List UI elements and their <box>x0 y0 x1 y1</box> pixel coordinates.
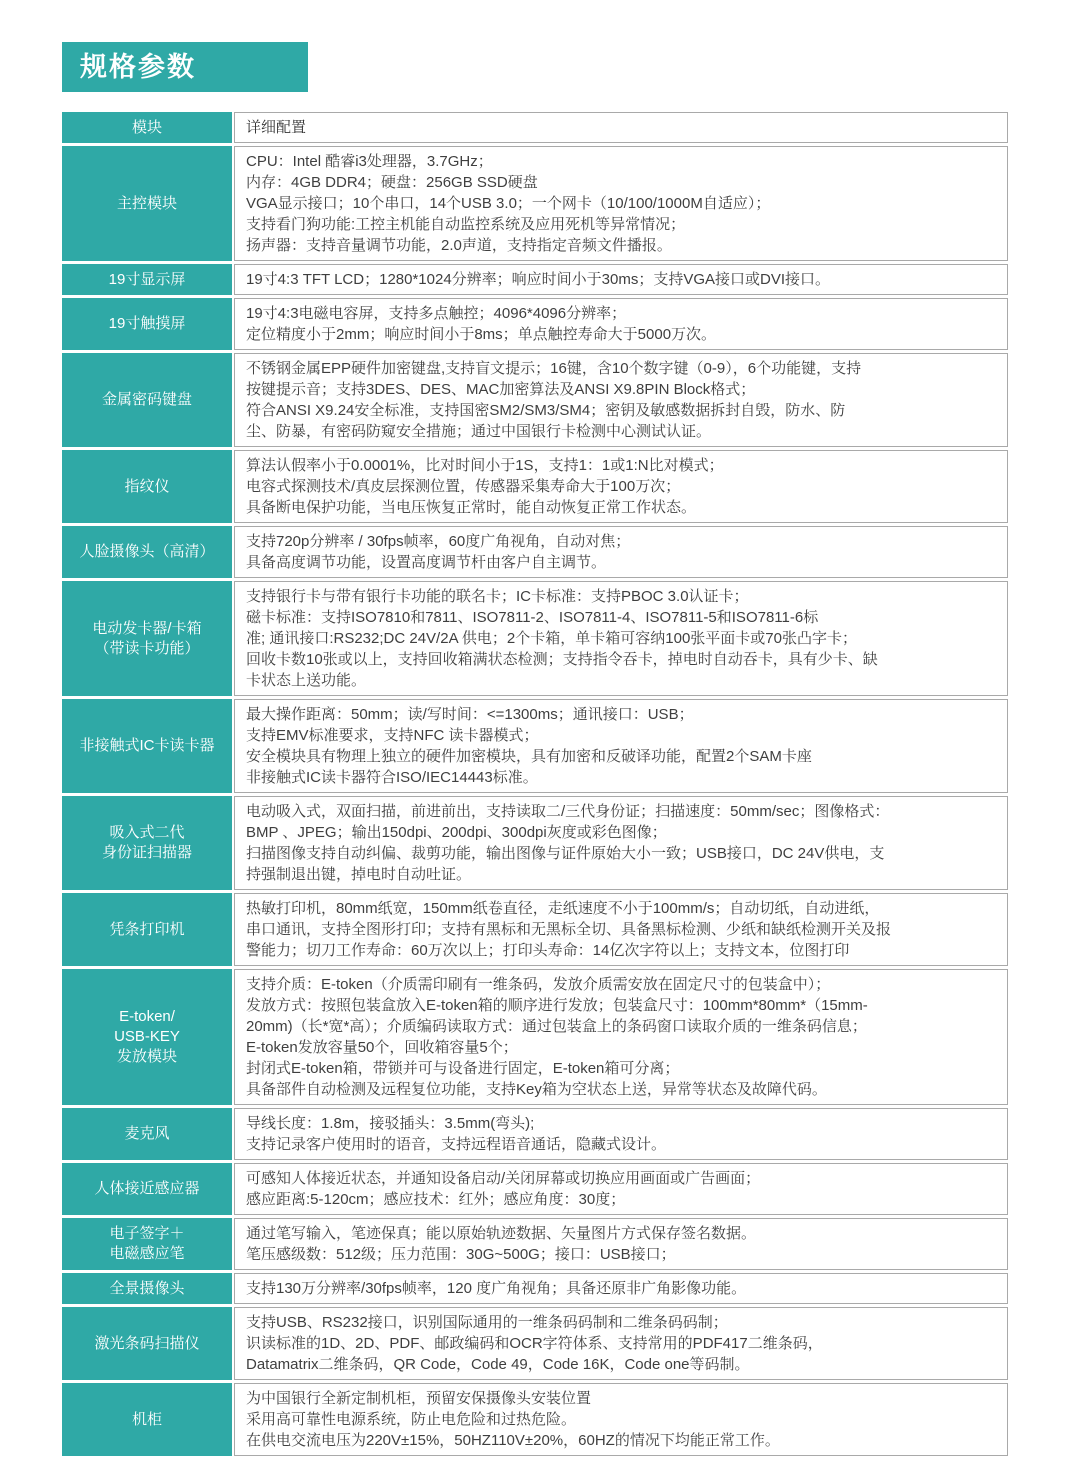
table-row <box>62 146 1008 261</box>
config-line: 20mm)（长*宽*高）；介质编码读取方式：通过包装盒上的条码窗口读取介质的一维条码信息； <box>246 1018 867 1035</box>
config-line: 热敏打印机，80mm纸宽，150mm纸卷直径，走纸速度不小于100mm/s；自动切纸，自动进纸， <box>246 900 880 917</box>
config-line: 在供电交流电压为220V±15%，50HZ110V±20%，60HZ的情况下均能正常工作。 <box>246 1432 780 1449</box>
config-line: 支持记录客户使用时的语音，支持远程语音通话，隐藏式设计。 <box>246 1136 667 1153</box>
module-label-line: 电子签字＋ <box>109 1225 185 1242</box>
config-cell <box>234 796 1008 890</box>
config-line: 算法认假率小于0.0001%，比对时间小于1S，支持1：1或1:N比对模式； <box>246 457 724 474</box>
module-cell <box>62 353 232 447</box>
module-label-line: 麦克风 <box>124 1125 170 1142</box>
module-label-line: 19寸显示屏 <box>108 270 186 288</box>
module-cell <box>62 969 232 1105</box>
module-cell <box>62 298 232 350</box>
table-row <box>62 893 1008 966</box>
config-line: 支持130万分辨率/30fps帧率，120 度广角视角；具备还原非广角影像功能。 <box>246 1280 747 1297</box>
module-label-line: 金属密码键盘 <box>101 391 192 408</box>
module-cell <box>62 450 232 523</box>
module-cell <box>62 1218 232 1270</box>
config-cell <box>234 893 1008 966</box>
config-line: 串口通讯，支持全图形打印；支持有黑标和无黑标全切、具备黑标检测、少纸和缺纸检测开关及报 <box>246 921 892 938</box>
config-line: 警能力；切刀工作寿命：60万次以上；打印头寿命：14亿次字符以上；支持文本，位图打印 <box>246 942 850 959</box>
table-row <box>62 1273 1008 1304</box>
module-label-line: 发放模块 <box>116 1048 177 1065</box>
module-label-line: 主控模块 <box>116 194 177 212</box>
config-line: 尘、防暴，有密码防窥安全措施；通过中国银行卡检测中心测试认证。 <box>246 423 712 440</box>
module-label-line: （带读卡功能） <box>94 639 200 657</box>
module-label-line: 电动发卡器/卡箱 <box>92 619 202 637</box>
module-label-line: E-token/ <box>119 1008 175 1025</box>
table-row <box>62 1383 1008 1456</box>
config-line: 具备断电保护功能，当电压恢复正常时，能自动恢复正常工作状态。 <box>246 499 697 516</box>
config-cell <box>234 264 1008 295</box>
module-cell <box>62 146 232 261</box>
config-line: BMP 、JPEG；输出150dpi、200dpi、300dpi灰度或彩色图像； <box>246 824 667 841</box>
config-line: 支持介质：E-token（介质需印刷有一维条码，发放介质需安放在固定尺寸的包装盒中）； <box>246 976 831 993</box>
config-cell <box>234 353 1008 447</box>
config-line: 安全模块具有物理上独立的硬件加密模块，具有加密和反破译功能，配置2个SAM卡座 <box>246 748 812 765</box>
config-line: Datamatrix二维条码，QR Code，Code 49，Code 16K，Code one等码制。 <box>246 1356 750 1373</box>
config-line: E-token发放容量50个，回收箱容量5个； <box>246 1039 518 1056</box>
config-cell <box>234 450 1008 523</box>
module-cell <box>62 581 232 696</box>
config-line: 内存：4GB DDR4；硬盘：256GB SSD硬盘 <box>246 174 538 191</box>
config-line: 采用高可靠性电源系统，防止电危险和过热危险。 <box>246 1411 577 1428</box>
module-cell <box>62 1273 232 1304</box>
table-header-module: 模块 <box>62 112 232 143</box>
table-row <box>62 796 1008 890</box>
config-line: 19寸4:3 TFT LCD；1280*1024分辨率；响应时间小于30ms；支持VGA接口或DVI接口。 <box>246 271 831 288</box>
table-row <box>62 1218 1008 1270</box>
config-cell <box>234 581 1008 696</box>
config-line: 识读标准的1D、2D、PDF、邮政编码和OCR字符体系、支持常用的PDF417二维条码， <box>246 1335 823 1352</box>
config-line: 19寸4:3电磁电容屏，支持多点触控；4096*4096分辨率； <box>246 305 627 322</box>
config-line: 电动吸入式，双面扫描，前进前出，支持读取二/三代身份证；扫描速度：50mm/sec；图像格式： <box>246 803 890 820</box>
module-label-line: 指纹仪 <box>124 477 170 495</box>
page-title: 规格参数 <box>62 42 308 92</box>
config-line: 卡状态上送功能。 <box>246 672 367 689</box>
table-row <box>62 1163 1008 1215</box>
config-line: 发放方式：按照包装盒放入E-token箱的顺序进行发放；包装盒尺寸：100mm*80mm*（15mm- <box>246 997 868 1014</box>
config-line: 电容式探测技术/真皮层探测位置，传感器采集寿命大于100万次； <box>246 478 681 495</box>
config-line: 感应距离:5-120cm；感应技术：红外；感应角度：30度； <box>246 1191 626 1208</box>
config-line: 通过笔写输入，笔迹保真；能以原始轨迹数据、矢量图片方式保存签名数据。 <box>246 1225 757 1242</box>
table-row <box>62 699 1008 793</box>
table-row <box>62 1108 1008 1160</box>
config-cell <box>234 526 1008 578</box>
config-line: 支持720p分辨率 / 30fps帧率，60度广角视角，自动对焦； <box>246 533 631 550</box>
config-line: 定位精度小于2mm；响应时间小于8ms；单点触控寿命大于5000万次。 <box>246 326 717 343</box>
table-row <box>62 264 1008 295</box>
config-line: 最大操作距离：50mm；读/写时间：<=1300ms；通讯接口：USB； <box>246 706 694 723</box>
config-cell <box>234 1383 1008 1456</box>
config-line: 符合ANSI X9.24安全标准，支持国密SM2/SM3/SM4；密钥及敏感数据拆封自毁，防水、防 <box>246 402 846 419</box>
module-cell <box>62 1383 232 1456</box>
config-line: 支持看门狗功能:工控主机能自动监控系统及应用死机等异常情况； <box>246 216 686 233</box>
module-cell <box>62 264 232 295</box>
module-label-line: 人脸摄像头（高清） <box>79 543 215 560</box>
config-cell <box>234 1108 1008 1160</box>
config-line: 按键提示音；支持3DES、DES、MAC加密算法及ANSI X9.8PIN Block格式； <box>246 381 756 398</box>
module-label-line: 人体接近感应器 <box>94 1180 200 1197</box>
config-line: 为中国银行全新定制机柜，预留安保摄像头安装位置 <box>246 1390 592 1407</box>
config-line: 封闭式E-token箱，带锁并可与设备进行固定，E-token箱可分离； <box>246 1060 680 1077</box>
table-row <box>62 581 1008 696</box>
module-label-line: 吸入式二代 <box>109 824 185 841</box>
module-cell <box>62 796 232 890</box>
spec-table <box>62 112 1008 1459</box>
module-label-line: 电磁感应笔 <box>109 1245 185 1262</box>
module-label-line: 身份证扫描器 <box>101 844 192 861</box>
config-cell <box>234 1163 1008 1215</box>
config-line: 支持银行卡与带有银行卡功能的联名卡；IC卡标准：支持PBOC 3.0认证卡； <box>246 588 749 605</box>
spec-table-body <box>62 146 1008 1456</box>
config-cell <box>234 146 1008 261</box>
config-line: 具备部件自动检测及远程复位功能，支持Key箱为空状态上送，异常等状态及故障代码。 <box>246 1081 827 1098</box>
config-line: 可感知人体接近状态，并通知设备启动/关闭屏幕或切换应用画面或广告画面； <box>246 1170 761 1187</box>
config-line: 支持EMV标准要求，支持NFC 读卡器模式； <box>246 727 539 744</box>
module-label-line: 激光条码扫描仪 <box>94 1334 200 1352</box>
config-line: 磁卡标准：支持ISO7810和7811、ISO7811-2、ISO7811-4、ISO7811-5和ISO7811-6标 <box>246 609 819 626</box>
module-label-line: 19寸触摸屏 <box>108 315 186 332</box>
config-cell <box>234 1307 1008 1380</box>
config-cell <box>234 1218 1008 1270</box>
config-line: 导线长度：1.8m，接驳插头：3.5mm(弯头); <box>246 1115 535 1132</box>
table-row <box>62 298 1008 350</box>
config-line: 笔压感级数：512级；压力范围：30G~500G；接口：USB接口； <box>246 1246 676 1263</box>
module-cell <box>62 1108 232 1160</box>
module-label-line: 全景摄像头 <box>109 1279 185 1297</box>
config-line: 非接触式IC读卡器符合ISO/IEC14443标准。 <box>246 769 538 786</box>
module-cell <box>62 699 232 793</box>
module-label-line: 凭条打印机 <box>109 920 185 938</box>
table-row <box>62 1307 1008 1380</box>
config-cell <box>234 699 1008 793</box>
module-cell <box>62 893 232 966</box>
module-label-line: 非接触式IC卡读卡器 <box>79 737 215 754</box>
table-header-row <box>62 112 1008 143</box>
table-row <box>62 526 1008 578</box>
config-cell <box>234 298 1008 350</box>
config-cell <box>234 969 1008 1105</box>
module-cell <box>62 1163 232 1215</box>
module-cell <box>62 1307 232 1380</box>
config-line: 不锈钢金属EPP硬件加密键盘,支持盲文提示；16键，含10个数字键（0-9），6个功能键，支持 <box>246 360 862 377</box>
module-cell <box>62 526 232 578</box>
table-header-config: 详细配置 <box>234 112 1008 143</box>
module-label-line: USB-KEY <box>114 1028 180 1045</box>
module-label-line: 机柜 <box>131 1410 162 1428</box>
table-row <box>62 450 1008 523</box>
config-line: 具备高度调节功能，设置高度调节杆由客户自主调节。 <box>246 554 607 571</box>
table-row <box>62 353 1008 447</box>
config-line: 持强制退出键，掉电时自动吐证。 <box>246 866 472 883</box>
config-line: 扬声器：支持音量调节功能，2.0声道，支持指定音频文件播报。 <box>246 237 672 254</box>
config-line: 回收卡数10张或以上，支持回收箱满状态检测；支持指令吞卡，掉电时自动吞卡，具有少卡、缺 <box>246 651 878 668</box>
config-cell <box>234 1273 1008 1304</box>
config-line: 支持USB、RS232接口，识别国际通用的一维条码码制和二维条码码制； <box>246 1314 728 1331</box>
config-line: 准; 通讯接口:RS232;DC 24V/2A 供电；2个卡箱，单卡箱可容纳100张平面卡或70张凸字卡； <box>246 630 857 647</box>
config-line: CPU：Intel 酷睿i3处理器，3.7GHz； <box>246 153 493 170</box>
table-row <box>62 969 1008 1105</box>
config-line: VGA显示接口；10个串口，14个USB 3.0；一个网卡（10/100/1000M自适应）； <box>246 195 771 212</box>
config-line: 扫描图像支持自动纠偏、裁剪功能，输出图像与证件原始大小一致；USB接口，DC 24V供电，支 <box>246 845 885 862</box>
